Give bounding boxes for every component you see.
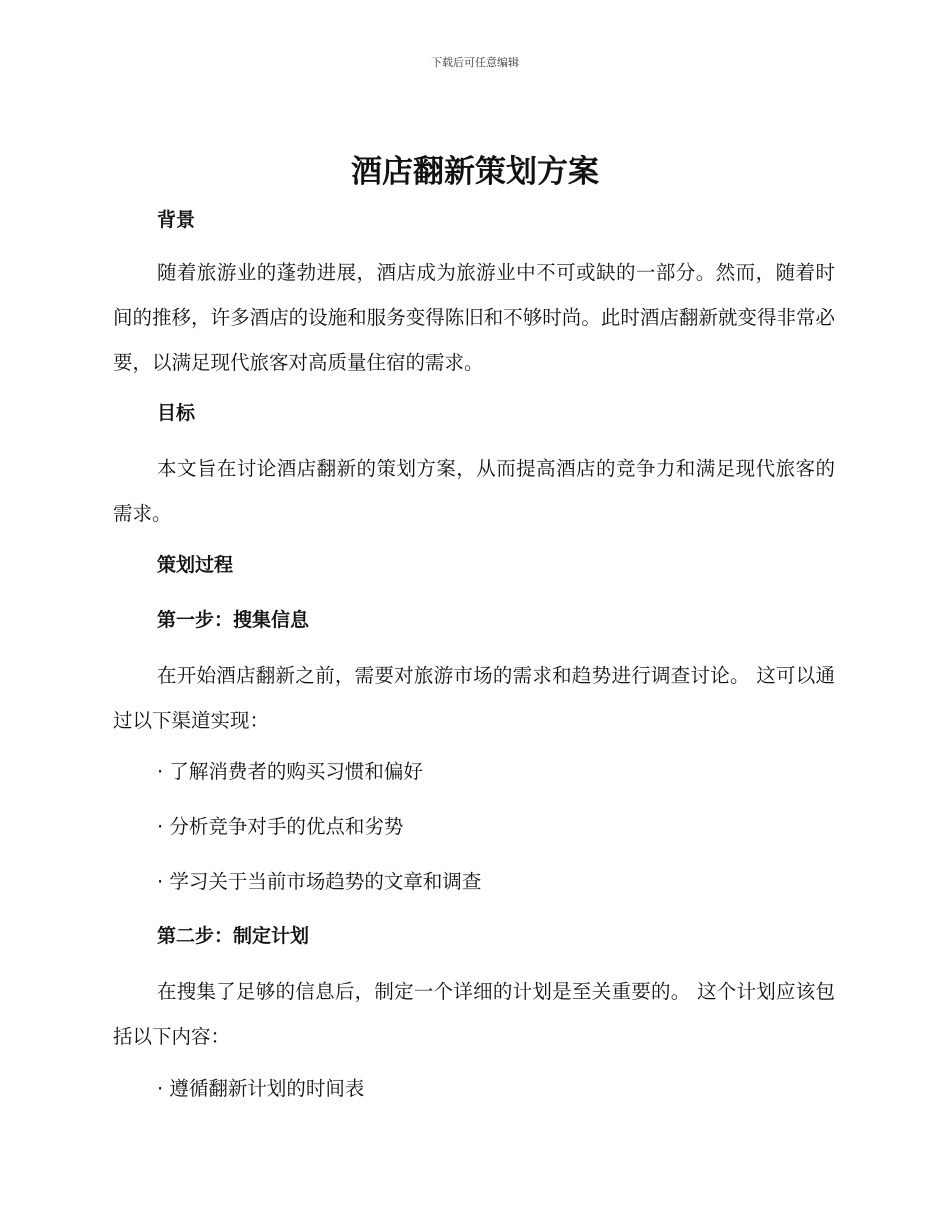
section-heading-process: 策划过程	[157, 554, 234, 576]
goal-paragraph: 本文旨在讨论酒店翻新的策划方案，从而提高酒店的竞争力和满足现代旅客的需求。	[113, 457, 835, 525]
step1-paragraph: 在开始酒店翻新之前，需要对旅游市场的需求和趋势进行调查讨论。 这可以通过以下渠道实现：	[113, 664, 835, 732]
header-note: 下载后可任意编辑	[431, 56, 519, 69]
background-paragraph: 随着旅游业的蓬勃进展，酒店成为旅游业中不可或缺的一部分。然而，随着时间的推移，许多酒店的设施和服务变得陈旧和不够时尚。此时酒店翻新就变得非常必要，以满足现代旅客对高质量住宿的需求。	[113, 261, 835, 374]
list-item: · 了解消费者的购买习惯和偏好	[157, 760, 423, 783]
step1-heading: 第一步：搜集信息	[157, 609, 310, 631]
step2-heading: 第二步：制定计划	[157, 925, 310, 947]
list-item: · 遵循翻新计划的时间表	[157, 1077, 365, 1100]
list-item: · 分析竞争对手的优点和劣势	[157, 815, 404, 838]
step2-paragraph: 在搜集了足够的信息后，制定一个详细的计划是至关重要的。 这个计划应该包括以下内容：	[113, 980, 835, 1048]
section-heading-goal: 目标	[157, 402, 196, 424]
section-heading-background: 背景	[157, 209, 196, 231]
list-item: · 学习关于当前市场趋势的文章和调查	[157, 870, 482, 893]
document-title: 酒店翻新策划方案	[351, 154, 599, 190]
